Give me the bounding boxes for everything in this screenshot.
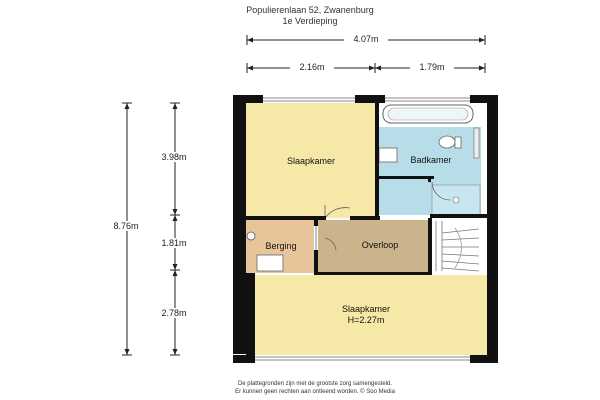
room-ceiling-height: H=2.27m bbox=[347, 315, 385, 325]
toilet-icon bbox=[439, 136, 455, 148]
dim-height-top: 3.98m bbox=[154, 152, 194, 162]
dim-height-middle: 1.81m bbox=[154, 238, 194, 248]
room-label-berging: Berging bbox=[265, 241, 297, 251]
bathtub-inner bbox=[388, 108, 468, 120]
address-title: Populierenlaan 52, Zwanenburg bbox=[246, 5, 374, 15]
room-label-slaapkamer-top: Slaapkamer bbox=[286, 156, 336, 166]
meter-icon bbox=[247, 232, 255, 240]
disclaimer-line-2: Er kunnen geen rechten aan ontleend worden. © Soo Media bbox=[235, 389, 395, 395]
dim-width-right: 1.79m bbox=[410, 62, 454, 72]
dim-height-bottom: 2.78m bbox=[154, 308, 194, 318]
room-label-slaapkamer-bottom: Slaapkamer bbox=[341, 304, 391, 314]
dim-total-width: 4.07m bbox=[344, 34, 388, 44]
boiler-icon bbox=[257, 255, 283, 271]
dim-width-left: 2.16m bbox=[290, 62, 334, 72]
room-label-overloop: Overloop bbox=[361, 240, 399, 250]
toilet-tank bbox=[455, 137, 461, 148]
sink-icon bbox=[379, 148, 397, 162]
disclaimer-line-1: De plattegronden zijn met de grootste zorg samengesteld. bbox=[237, 381, 393, 387]
radiator-icon bbox=[474, 128, 479, 158]
shower-drain-icon bbox=[453, 197, 459, 203]
dim-total-height: 8.76m bbox=[106, 221, 146, 231]
floor-subtitle: 1e Verdieping bbox=[282, 16, 338, 26]
room-label-badkamer: Badkamer bbox=[410, 155, 452, 165]
